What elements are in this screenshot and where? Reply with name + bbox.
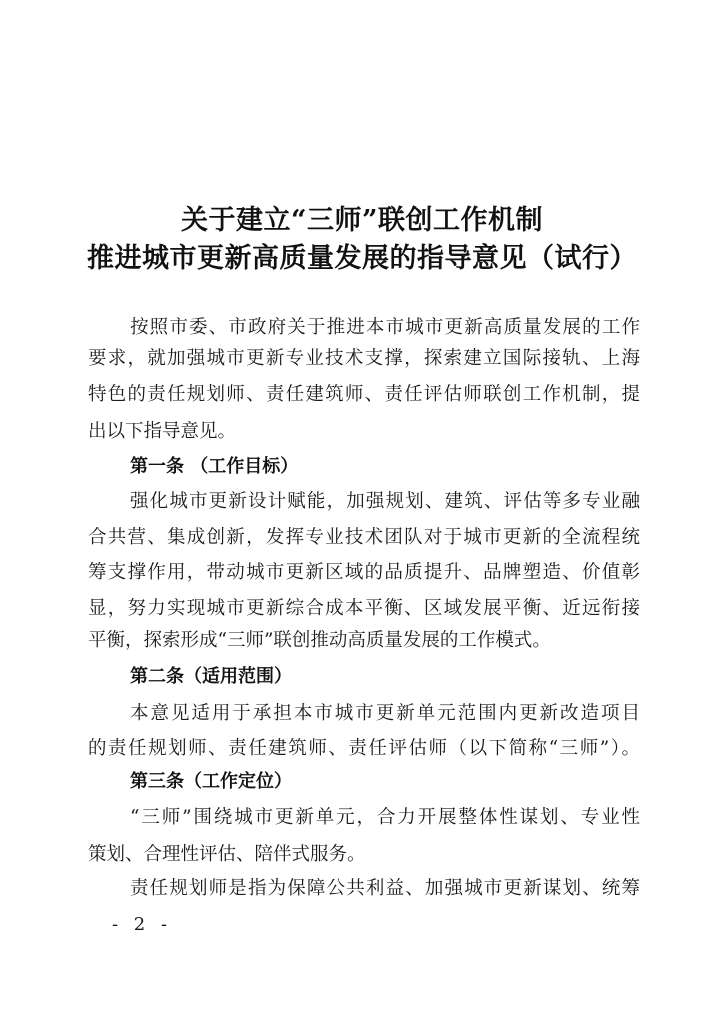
- page-number: - 2 -: [112, 914, 173, 935]
- article2-line: 的责任规划师、责任建筑师、责任评估师（以下简称“三师”）。: [88, 738, 640, 759]
- article3-line: 策划、合理性评估、陪伴式服务。: [88, 844, 366, 865]
- intro-line: 特色的责任规划师、责任建筑师、责任评估师联创工作机制，提: [88, 384, 640, 405]
- article1-line: 强化城市更新设计赋能，加强规划、建筑、评估等多专业融: [130, 491, 640, 512]
- article1-line: 平衡，探索形成“三师”联创推动高质量发展的工作模式。: [88, 630, 551, 651]
- article3-heading: 第三条（工作定位）: [130, 771, 292, 792]
- article1-line: 筹支撑作用，带动城市更新区域的品质提升、品牌塑造、价值彰: [88, 562, 640, 583]
- article1-line: 显，努力实现城市更新综合成本平衡、区域发展平衡、近远衔接: [88, 598, 640, 619]
- article3-line: 责任规划师是指为保障公共利益、加强城市更新谋划、统筹: [130, 878, 640, 899]
- article3-line: “三师”围绕城市更新单元，合力开展整体性谋划、专业性: [130, 807, 640, 828]
- document-title-line-2: 推进城市更新高质量发展的指导意见（试行）: [87, 243, 637, 274]
- article2-heading: 第二条（适用范围）: [130, 666, 292, 687]
- intro-line: 出以下指导意见。: [88, 421, 237, 442]
- article1-line: 合共营、集成创新，发挥专业技术团队对于城市更新的全流程统: [88, 527, 640, 548]
- document-title-line-1: 关于建立“三师”联创工作机制: [180, 205, 544, 236]
- article2-line: 本意见适用于承担本市城市更新单元范围内更新改造项目: [130, 703, 640, 724]
- article1-heading: 第一条 （工作目标）: [130, 456, 299, 477]
- intro-line: 按照市委、市政府关于推进本市城市更新高质量发展的工作: [130, 317, 640, 338]
- intro-line: 要求，就加强城市更新专业技术支撑，探索建立国际接轨、上海: [88, 348, 640, 369]
